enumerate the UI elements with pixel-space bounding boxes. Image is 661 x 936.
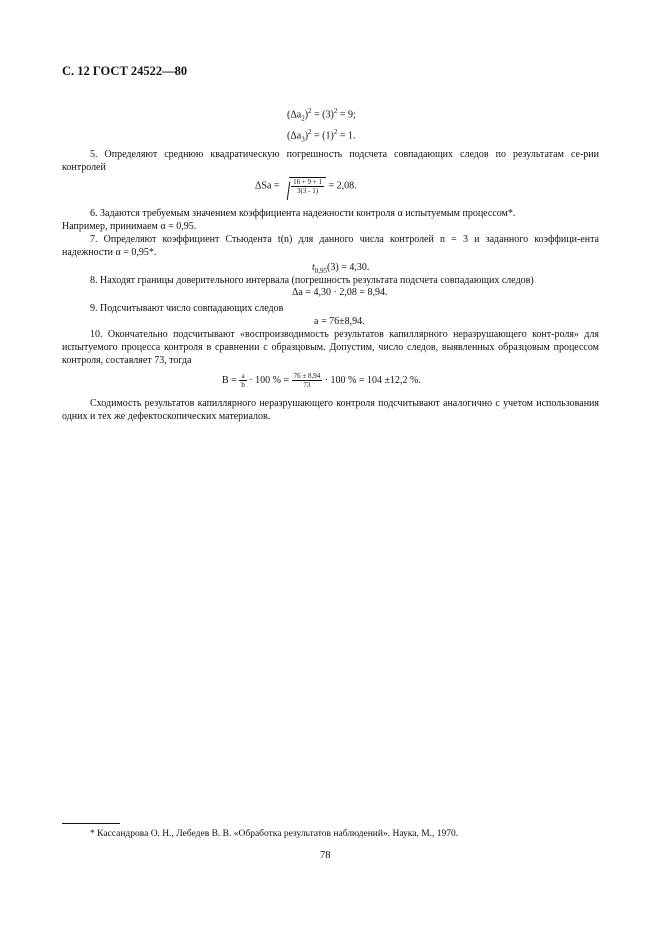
paragraph-step-7: 7. Определяют коэффициент Стьюдента t(n) для данного числа контролей n = 3 и заданного коэффици-ента надежности α = 0,95*. bbox=[62, 234, 599, 258]
paragraph-step-10: 10. Окончательно подсчитывают «воспроизводимость результатов капиллярного неразрушающего конт-роля» для испытуемого процесса контроля в сравнении с образцовым. Допустим, число следов, выявленных образцовым процессом контроля, составляет 73, тогда bbox=[62, 329, 599, 366]
formula-text: = 1. bbox=[337, 130, 356, 142]
formula-b bbox=[222, 372, 421, 389]
formula-delta-a3 bbox=[287, 128, 356, 143]
formula-text: ) bbox=[304, 109, 309, 121]
sqrt-sign bbox=[289, 177, 326, 195]
formula-text: · 100 % = 104 ±12,2 %. bbox=[324, 374, 421, 386]
formula-superscript: 2 bbox=[308, 107, 312, 115]
formula-subscript: 2 bbox=[301, 114, 305, 123]
formula-subscript: 3 bbox=[301, 135, 305, 144]
formula-delta-a2 bbox=[287, 107, 356, 122]
paragraph-step-9: 9. Подсчитывают число совпадающих следов bbox=[90, 303, 284, 314]
formula-text: B = bbox=[222, 374, 237, 386]
fraction bbox=[239, 372, 247, 389]
formula-text: = 2,08. bbox=[328, 180, 357, 192]
formula-text: · 100 % = bbox=[249, 374, 290, 386]
fraction-numerator: a bbox=[239, 372, 247, 381]
fraction-denominator: 3(3 - 1) bbox=[297, 187, 319, 195]
fraction-denominator: b bbox=[241, 381, 245, 389]
paragraph-step-5: 5. Определяют среднюю квадратическую погрешность подсчета совпадающих следов по результатам се-рии контролей bbox=[62, 149, 599, 173]
formula-text: (Δa bbox=[287, 109, 302, 121]
paragraph-step-6b: Например, принимаем α = 0,95. bbox=[62, 221, 197, 232]
paragraph-conclusion: Сходимость результатов капиллярного неразрушающего контроля подсчитывают аналогично с учетом использования одних и тех же дефектоскопических материалов. bbox=[62, 398, 599, 422]
fraction bbox=[291, 178, 324, 195]
formula-delta-a: Δa = 4,30 · 2,08 = 8,94. bbox=[292, 287, 388, 298]
fraction bbox=[292, 372, 323, 389]
formula-text: = 9; bbox=[337, 109, 356, 121]
paragraph-step-8: 8. Находят границы доверительного интервала (погрешность результата подсчета совпадающих следов) bbox=[90, 275, 534, 286]
fraction-numerator: 16 + 9 + 1 bbox=[293, 178, 322, 186]
formula-text: ΔSa = bbox=[255, 180, 280, 192]
page-header: С. 12 ГОСТ 24522—80 bbox=[62, 64, 188, 78]
footnote: * Кассандрова О. Н., Лебедев В. В. «Обработка результатов наблюдений». Наука, М., 1970. bbox=[90, 829, 459, 839]
formula-text: (3) = 4,30. bbox=[327, 262, 370, 273]
formula-sa bbox=[255, 177, 357, 195]
paragraph-step-6: 6. Задаются требуемым значением коэффициента надежности контроля α испытуемым процессом*. bbox=[90, 208, 516, 219]
formula-a: a = 76±8,94. bbox=[314, 316, 365, 327]
footnote-divider bbox=[62, 823, 120, 824]
formula-superscript: 2 bbox=[333, 128, 338, 136]
formula-superscript: 2 bbox=[333, 107, 338, 115]
formula-text: ) bbox=[304, 130, 309, 142]
formula-text: (Δa bbox=[287, 130, 302, 142]
page-number: 78 bbox=[320, 850, 331, 861]
formula-text: = (3) bbox=[311, 109, 334, 121]
formula-subscript: 0,95 bbox=[314, 267, 328, 275]
formula-superscript: 2 bbox=[308, 128, 312, 136]
formula-text: = (1) bbox=[311, 130, 334, 142]
fraction-numerator: 76 ± 8,94 bbox=[293, 372, 321, 380]
formula-text: t bbox=[312, 262, 315, 273]
fraction-denominator: 73 bbox=[303, 381, 311, 389]
